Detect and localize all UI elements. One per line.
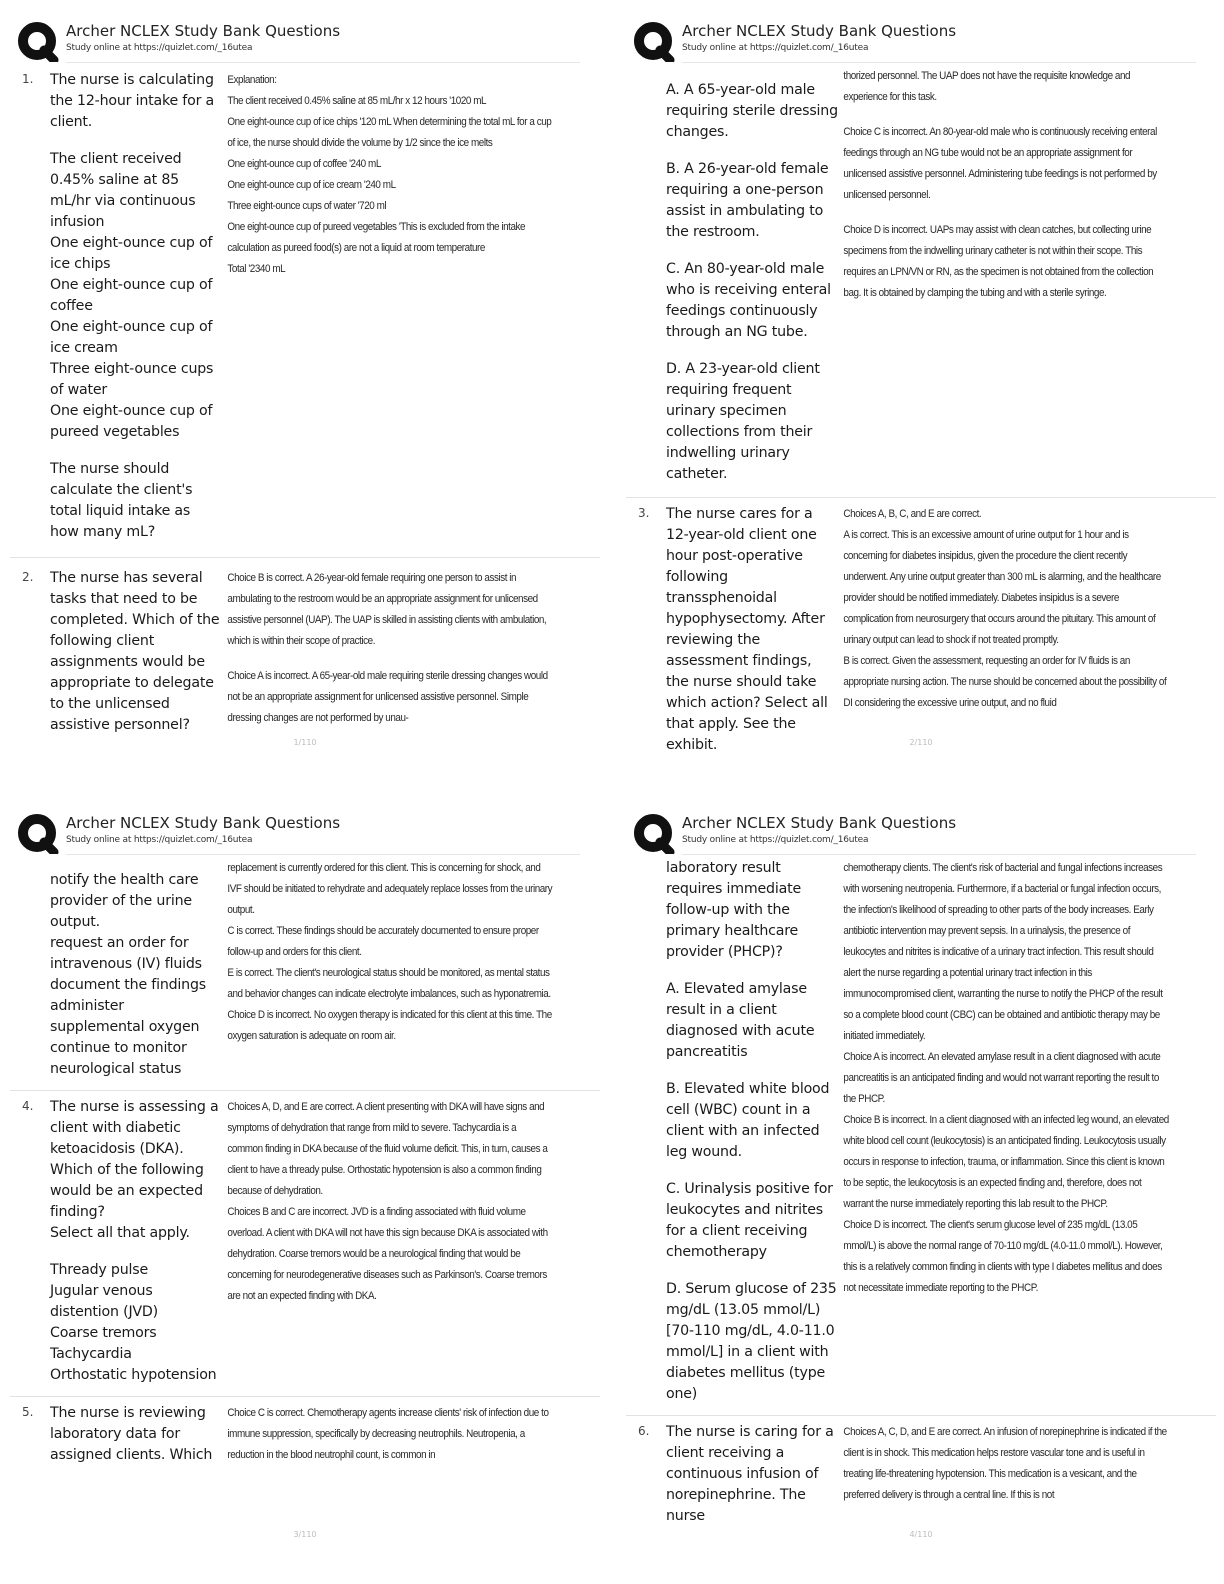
header-title: Archer NCLEX Study Bank Questions [682, 22, 957, 40]
question-text: The nurse is calculating the 12-hour intake for a client. The client received 0.45% saline at 85 mL/hr via continuous infusion One eight-ounce cup of ice chips One eight-ounce cup of coffee One eight-ounce cup of ice cream Three eight-ounce cups of water One eight-ounce cup of pureed vegetables The nurse should calculate the client's total liquid intake as how many mL? [50, 72, 215, 540]
page-1 [10, 16, 600, 776]
question-block [626, 1416, 1216, 1527]
page-3 [10, 808, 600, 1568]
answer-explanation: Choice B is correct. A 26-year-old female requiring one person to assist in ambulating to the restroom would be an appropriate assignment for unlicensed assistive personnel (UAP). The UAP is skilled in assisting clients with ambulation, which is within their scope of practice. Choice A is incorrect. A 65-year-old male requiring sterile dressing changes would not be an appropriate assignment for unlicensed assistive personnel. Simple dressing changes are not performed by unau- [227, 572, 548, 724]
question-block [626, 858, 1216, 1416]
header-title: Archer NCLEX Study Bank Questions [66, 814, 341, 832]
header-subtitle: Study online at https://quizlet.com/_16utea [682, 835, 869, 845]
question-block [10, 66, 600, 558]
question-number [626, 66, 666, 485]
answer-explanation: Explanation: The client received 0.45% saline at 85 mL/hr x 12 hours '1020 mL One eight-ounce cup of ice chips '120 mL When determining the total mL for a cup of ice, the nurse should divide the volume by 1/2 since the ice melts One eight-ounce cup of coffee '240 mL One eight-ounce cup of ice cream '240 mL Three eight-ounce cups of water '720 ml One eight-ounce cup of pureed vegetables 'This is excluded from the intake calculation as pureed food(s) are not a liquid at room temperature Total '2340 mL [227, 74, 552, 275]
header-subtitle: Study online at https://quizlet.com/_16utea [66, 43, 253, 53]
answer-explanation: replacement is currently ordered for this client. This is concerning for shock, and IVF should be initiated to rehydrate and adequately replace losses from the urinary output. C is correct. These findings should be accurately documented to ensure proper follow-up and orders for this client. E is correct. The client's neurological status should be monitored, as mental status and behavior changes can indicate electrolyte imbalances, such as hyponatremia. Choice D is incorrect. No oxygen therapy is indicated for this client at this time. The oxygen saturation is adequate on room air. [227, 862, 553, 1042]
question-text: The nurse is caring for a client receiving a continuous infusion of norepinephrine. The nurse [666, 1424, 834, 1524]
question-text: notify the health care provider of the urine output. request an order for intravenous (IV) fluids document the findings administer supplemental oxygen continue to monitor neurological status [50, 872, 206, 1077]
question-text: The nurse cares for a 12-year-old client one hour post-operative following transsphenoidal hypophysectomy. After reviewing the assessment findings, the nurse should take which action? Select all that apply. See the exhibit. [666, 506, 828, 753]
question-block [10, 858, 600, 1091]
question-number: 2. [22, 570, 34, 584]
answer-explanation: Choice C is correct. Chemotherapy agents increase clients' risk of infection due to immune suppression, specifically by decreasing neutrophils. Neutropenia, a reduction in the blood neutrophil count, is common in [227, 1407, 549, 1461]
answer-explanation: chemotherapy clients. The client's risk of bacterial and fungal infections increases with worsening neutropenia. Furthermore, if a bacterial or fungal infection occurs, the infection's likelihood of spreading to other parts of the body increases. Early antibiotic intervention may prevent sepsis. In a urinalysis, the presence of leukocytes and nitrites is indicative of a urinary tract infection. This result should alert the nurse regarding a potential urinary tract infection in this immunocompromised client, warranting the nurse to notify the PHCP of the result so a complete blood count (CBC) can be obtained and antibiotic therapy may be initiated immediately. Choice A is incorrect. An elevated amylase result in a client diagnosed with acute pancreatitis is an anticipated finding and would not warrant reporting the result to the PHCP. Choice B is incorrect. In a client diagnosed with an infected leg wound, an elevated white blood cell count (leukocytosis) is an anticipated finding. Leukocytosis usually occurs in response to infection, trauma, or inflammation. Since this client is known to be septic, the leukocytosis is an expected finding and, therefore, does not warrant the nurse immediately reporting this lab result to the PHCP. Choice D is incorrect. The client's serum glucose level of 235 mg/dL (13.05 mmol/L) is above the normal range of 70-110 mg/dL (4.0-11.0 mmol/L). However, this is a relatively common finding in clients with type I diabetes mellitus and does not necessitate immediate reporting to the PHCP. [843, 862, 1169, 1294]
header-title: Archer NCLEX Study Bank Questions [66, 22, 341, 40]
page-header [10, 808, 580, 854]
quizlet-logo-icon [16, 812, 62, 854]
question-number: 3. [638, 506, 650, 520]
question-block [10, 558, 600, 736]
page-number: 1/110 [293, 738, 317, 747]
header-subtitle: Study online at https://quizlet.com/_16utea [66, 835, 253, 845]
answer-explanation: thorized personnel. The UAP does not have the requisite knowledge and experience for this task. Choice C is incorrect. An 80-year-old male who is continuously receiving enteral feedings through an NG tube would not be an appropriate assignment for unlicensed assistive personnel. Administering tube feedings is not performed by unlicensed personnel. Choice D is incorrect. UAPs may assist with clean catches, but collecting urine specimens from the indwelling urinary catheter is not within their scope. This requires an LPN/VN or RN, as the specimen is not obtained from the collection bag. It is obtained by clamping the tubing and with a sterile syringe. [843, 70, 1157, 299]
page-4 [626, 808, 1216, 1568]
quizlet-logo-icon [632, 812, 678, 854]
question-number: 6. [638, 1424, 650, 1438]
question-block [10, 1091, 600, 1397]
answer-explanation: Choices A, D, and E are correct. A client presenting with DKA will have signs and symptoms of dehydration that range from mild to severe. Tachycardia is a common finding in DKA because of the fluid volume deficit. This, in turn, causes a client to have a thready pulse. Orthostatic hypotension is also a common finding because of dehydration. Choices B and C are incorrect. JVD is a finding associated with fluid volume overload. A client with DKA will not have this sign because DKA is associated with dehydration. Coarse tremors would be a neurological finding that would be concerning for neurodegenerative diseases such as Parkinson's. Coarse tremors are not an expected finding with DKA. [227, 1101, 548, 1302]
question-block [626, 66, 1216, 498]
question-text: The nurse is assessing a client with diabetic ketoacidosis (DKA). Which of the following would be an expected finding? Select all that apply. Thready pulse Jugular venous distention (JVD) Coarse tremors Tachycardia Orthostatic hypotension [50, 1099, 219, 1383]
header-title: Archer NCLEX Study Bank Questions [682, 814, 957, 832]
question-number [626, 858, 666, 1405]
page-number: 4/110 [909, 1530, 933, 1539]
question-text: laboratory result requires immediate follow-up with the primary healthcare provider (PHCP)? A. Elevated amylase result in a client diagnosed with acute pancreatitis B. Elevated white blood cell (WBC) count in a client with an infected leg wound. C. Urinalysis positive for leukocytes and nitrites for a client receiving chemotherapy D. Serum glucose of 235 mg/dL (13.05 mmol/L) [70-110 mg/dL, 4.0-11.0 mmol/L] in a client with diabetes mellitus (type one) [666, 860, 837, 1402]
question-block [626, 498, 1216, 756]
question-text: The nurse has several tasks that need to be completed. Which of the following client assignments would be appropriate to delegate to the unlicensed assistive personnel? [50, 570, 220, 733]
question-text: The nurse is reviewing laboratory data for assigned clients. Which [50, 1405, 213, 1463]
question-number: 5. [22, 1405, 34, 1419]
quizlet-logo-icon [632, 20, 678, 62]
question-block [10, 1397, 600, 1466]
page-number: 2/110 [909, 738, 933, 747]
question-number [10, 858, 50, 1080]
answer-explanation: Choices A, C, D, and E are correct. An infusion of norepinephrine is indicated if the client is in shock. This medication helps restore vascular tone and is useful in treating life-threatening hypotension. This medication is a vesicant, and the preferred delivery is through a central line. If this is not [843, 1426, 1167, 1501]
page-2 [626, 16, 1216, 776]
answer-explanation: Choices A, B, C, and E are correct. A is correct. This is an excessive amount of urine output for 1 hour and is concerning for diabetes insipidus, given the procedure the client recently underwent. Any urine output greater than 300 mL is alarming, and the healthcare provider should be notified immediately. Diabetes insipidus is a severe complication from neurosurgery that occurs around the pituitary. This amount of urinary output can lead to shock if not treated promptly. B is correct. Given the assessment, requesting an order for IV fluids is an appropriate nursing action. The nurse should be concerned about the possibility of DI considering the excessive urine output, and no fluid [843, 508, 1167, 709]
question-number: 4. [22, 1099, 34, 1113]
page-header [10, 16, 580, 62]
question-text: A. A 65-year-old male requiring sterile dressing changes. B. A 26-year-old female requiring a one-person assist in ambulating to the restroom. C. An 80-year-old male who is receiving enteral feedings continuously through an NG tube. D. A 23-year-old client requiring frequent urinary specimen collections from their indwelling urinary catheter. [666, 82, 838, 482]
header-subtitle: Study online at https://quizlet.com/_16utea [682, 43, 869, 53]
page-number: 3/110 [293, 1530, 317, 1539]
question-number: 1. [22, 72, 34, 86]
quizlet-logo-icon [16, 20, 62, 62]
page-header [626, 16, 1196, 62]
page-header [626, 808, 1196, 854]
